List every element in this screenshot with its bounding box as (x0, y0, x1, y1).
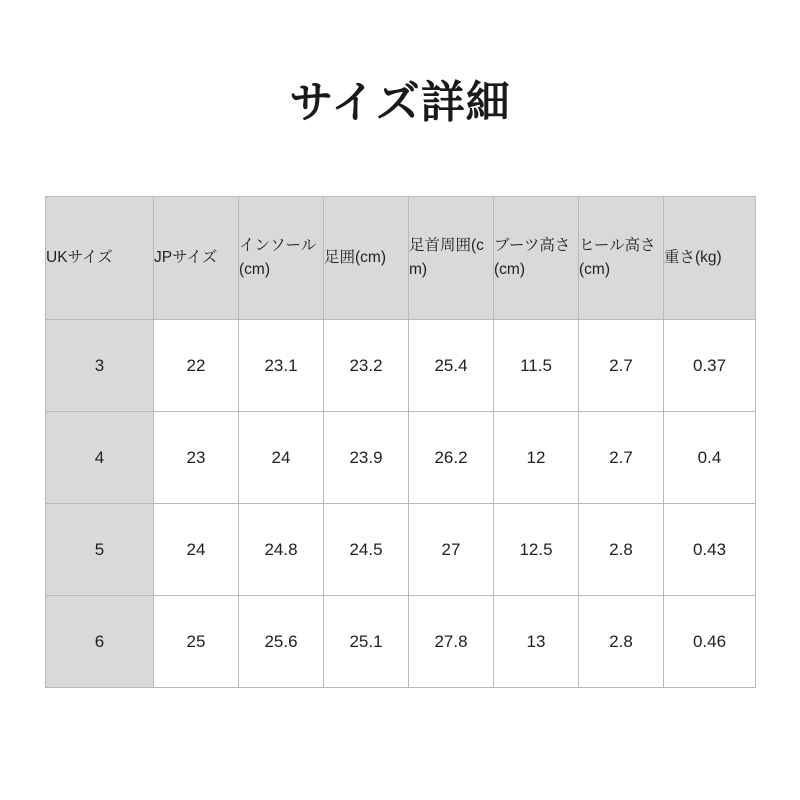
cell-weight: 0.46 (664, 596, 756, 688)
size-table (45, 196, 756, 688)
cell-heel-height: 2.8 (579, 504, 664, 596)
cell-foot-width: 24.5 (324, 504, 409, 596)
cell-jp-size: 23 (154, 412, 239, 504)
cell-heel-height: 2.7 (579, 412, 664, 504)
page-title: サイズ詳細 (289, 78, 511, 127)
column-header-heel-height: ヒール高さ(cm) (579, 197, 664, 320)
cell-insole: 25.6 (239, 596, 324, 688)
cell-insole: 24 (239, 412, 324, 504)
column-header-insole: インソール(cm) (239, 197, 324, 320)
table-row (46, 320, 756, 412)
cell-uk-size: 5 (46, 504, 154, 596)
cell-weight: 0.37 (664, 320, 756, 412)
cell-boot-height: 12.5 (494, 504, 579, 596)
cell-boot-height: 12 (494, 412, 579, 504)
cell-uk-size: 6 (46, 596, 154, 688)
table-header (46, 197, 756, 320)
table-header-row (46, 197, 756, 320)
cell-boot-height: 13 (494, 596, 579, 688)
cell-heel-height: 2.7 (579, 320, 664, 412)
cell-weight: 0.43 (664, 504, 756, 596)
column-header-weight: 重さ(kg) (664, 197, 756, 320)
column-header-jp-size: JPサイズ (154, 197, 239, 320)
cell-ankle-circumference: 27.8 (409, 596, 494, 688)
cell-uk-size: 3 (46, 320, 154, 412)
cell-uk-size: 4 (46, 412, 154, 504)
cell-foot-width: 23.2 (324, 320, 409, 412)
cell-jp-size: 22 (154, 320, 239, 412)
table-row (46, 596, 756, 688)
table-row (46, 412, 756, 504)
column-header-boot-height: ブーツ高さ(cm) (494, 197, 579, 320)
cell-insole: 24.8 (239, 504, 324, 596)
cell-weight: 0.4 (664, 412, 756, 504)
cell-ankle-circumference: 25.4 (409, 320, 494, 412)
cell-foot-width: 23.9 (324, 412, 409, 504)
column-header-foot-width: 足囲(cm) (324, 197, 409, 320)
column-header-ankle-circumference: 足首周囲(cm) (409, 197, 494, 320)
cell-ankle-circumference: 27 (409, 504, 494, 596)
column-header-uk-size: UKサイズ (46, 197, 154, 320)
cell-jp-size: 24 (154, 504, 239, 596)
cell-heel-height: 2.8 (579, 596, 664, 688)
cell-ankle-circumference: 26.2 (409, 412, 494, 504)
cell-jp-size: 25 (154, 596, 239, 688)
cell-boot-height: 11.5 (494, 320, 579, 412)
table-row (46, 504, 756, 596)
cell-insole: 23.1 (239, 320, 324, 412)
cell-foot-width: 25.1 (324, 596, 409, 688)
table-body (46, 320, 756, 688)
size-table-container (45, 196, 755, 688)
